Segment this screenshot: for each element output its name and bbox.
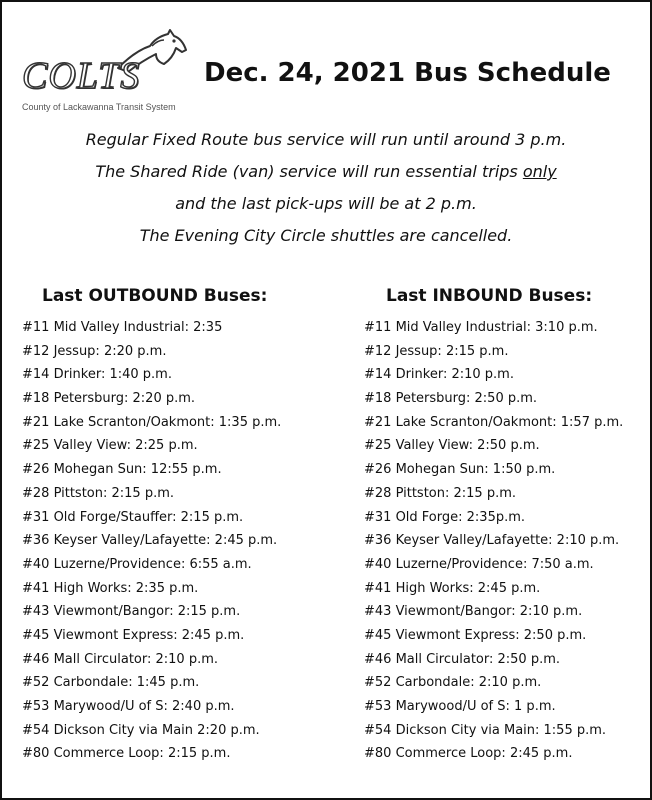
outbound-list-item: #12 Jessup: 2:20 p.m. <box>22 343 167 359</box>
inbound-list-item: #14 Drinker: 2:10 p.m. <box>364 367 514 383</box>
outbound-list-item: #11 Mid Valley Industrial: 2:35 <box>22 320 223 335</box>
inbound-heading: Last INBOUND Buses: <box>386 286 593 306</box>
inbound-list-item: #43 Viewmont/Bangor: 2:10 p.m. <box>364 604 583 620</box>
outbound-list-item: #28 Pittston: 2:15 p.m. <box>22 485 175 501</box>
notice-line-2-text: The Shared Ride (van) service will run essential trips <box>95 162 523 181</box>
inbound-list-item: #41 High Works: 2:45 p.m. <box>364 580 541 596</box>
outbound-list-item: #18 Petersburg: 2:20 p.m. <box>22 391 196 407</box>
outbound-list-item: #54 Dickson City via Main 2:20 p.m. <box>22 722 260 738</box>
logo-subtitle: County of Lackawanna Transit System <box>22 102 176 112</box>
outbound-list-item: #41 High Works: 2:35 p.m. <box>22 580 199 596</box>
inbound-list-item: #46 Mall Circulator: 2:50 p.m. <box>364 651 561 667</box>
outbound-list-item: #31 Old Forge/Stauffer: 2:15 p.m. <box>22 509 244 525</box>
inbound-list-item: #80 Commerce Loop: 2:45 p.m. <box>364 746 573 762</box>
inbound-list-item: #21 Lake Scranton/Oakmont: 1:57 p.m. <box>364 414 624 430</box>
outbound-list-item: #14 Drinker: 1:40 p.m. <box>22 367 172 383</box>
inbound-list-item: #40 Luzerne/Providence: 7:50 a.m. <box>364 556 594 572</box>
logo-wordmark: COLTS <box>22 55 141 97</box>
notice-line-1: Regular Fixed Route bus service will run until around 3 p.m. <box>85 130 567 149</box>
inbound-list <box>364 316 623 766</box>
inbound-list-item: #26 Mohegan Sun: 1:50 p.m. <box>364 462 556 478</box>
notice-line-2 <box>2 156 650 188</box>
service-notice <box>2 124 650 252</box>
inbound-list-item: #28 Pittston: 2:15 p.m. <box>364 485 517 501</box>
outbound-list-item: #46 Mall Circulator: 2:10 p.m. <box>22 651 219 667</box>
inbound-list-item: #54 Dickson City via Main: 1:55 p.m. <box>364 722 607 738</box>
outbound-list-item: #21 Lake Scranton/Oakmont: 1:35 p.m. <box>22 414 282 430</box>
outbound-list-item: #45 Viewmont Express: 2:45 p.m. <box>22 627 245 643</box>
outbound-list <box>22 316 281 766</box>
outbound-list-item: #40 Luzerne/Providence: 6:55 a.m. <box>22 556 252 572</box>
outbound-list-item: #52 Carbondale: 1:45 p.m. <box>22 675 200 691</box>
inbound-list-item: #25 Valley View: 2:50 p.m. <box>364 438 540 454</box>
inbound-list-item: #18 Petersburg: 2:50 p.m. <box>364 391 538 407</box>
inbound-list-item: #45 Viewmont Express: 2:50 p.m. <box>364 627 587 643</box>
outbound-list-item: #80 Commerce Loop: 2:15 p.m. <box>22 746 231 762</box>
notice-line-4: The Evening City Circle shuttles are cancelled. <box>139 226 513 245</box>
outbound-list-item: #26 Mohegan Sun: 12:55 p.m. <box>22 462 222 478</box>
outbound-list-item: #25 Valley View: 2:25 p.m. <box>22 438 198 454</box>
page-title: Dec. 24, 2021 Bus Schedule <box>204 58 611 88</box>
inbound-list-item: #36 Keyser Valley/Lafayette: 2:10 p.m. <box>364 533 620 549</box>
outbound-heading: Last OUTBOUND Buses: <box>42 286 268 306</box>
outbound-list-item: #53 Marywood/U of S: 2:40 p.m. <box>22 699 235 714</box>
notice-line-3: and the last pick-ups will be at 2 p.m. <box>175 194 477 213</box>
inbound-list-item: #12 Jessup: 2:15 p.m. <box>364 343 509 359</box>
outbound-list-item: #43 Viewmont/Bangor: 2:15 p.m. <box>22 604 241 620</box>
inbound-list-item: #52 Carbondale: 2:10 p.m. <box>364 675 542 691</box>
notice-underlined-word: only <box>522 162 557 181</box>
outbound-list-item: #36 Keyser Valley/Lafayette: 2:45 p.m. <box>22 533 278 549</box>
inbound-list-item: #31 Old Forge: 2:35p.m. <box>364 509 526 525</box>
inbound-list-item: #53 Marywood/U of S: 1 p.m. <box>364 699 556 714</box>
inbound-list-item: #11 Mid Valley Industrial: 3:10 p.m. <box>364 320 598 335</box>
colts-logo <box>16 28 196 118</box>
